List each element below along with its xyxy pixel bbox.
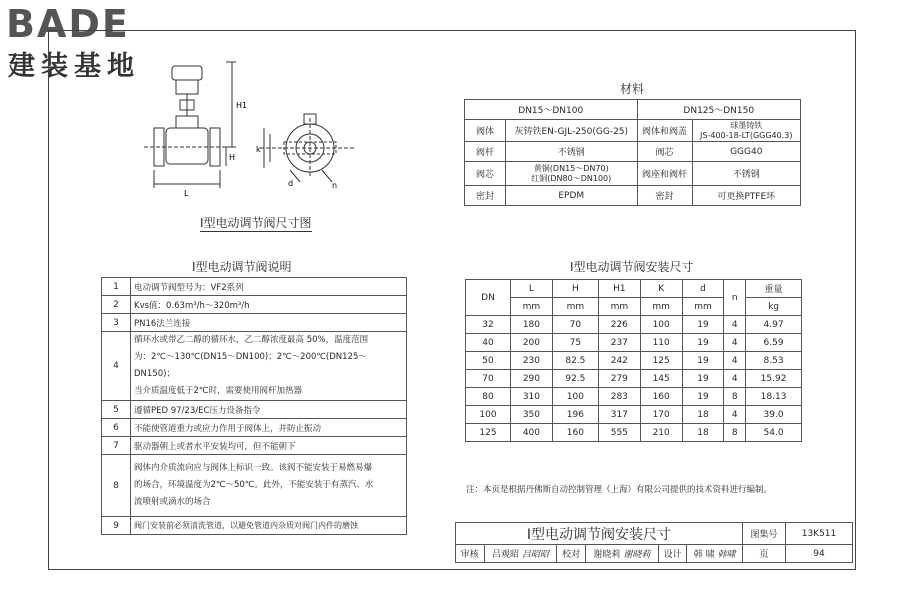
note-text: Kvs值：0.63m³/h～320m³/h (131, 296, 407, 314)
dims-cell: 350 (511, 406, 553, 424)
label-k: k (256, 145, 261, 154)
dims-cell: 8.53 (746, 352, 802, 370)
logo-text: BADE (6, 2, 130, 46)
label-h: H (229, 153, 236, 162)
footnote: 注：本页是根据丹佛斯自动控制管理（上海）有限公司提供的技术资料进行编制。 (466, 485, 773, 495)
materials-value: 不锈钢 (692, 162, 800, 186)
actuator-body (176, 80, 198, 94)
page-label: 页 (743, 545, 786, 563)
table-row (466, 424, 802, 442)
note-text: 电动调节阀型号为：VF2系列 (131, 278, 407, 296)
review-name-text: 吕观昭 (492, 550, 520, 560)
table-row (466, 406, 802, 424)
note-number: 6 (102, 419, 131, 437)
design-label: 设计 (658, 545, 687, 563)
note-line: 循环水或带乙二醇的循环水，乙二醇浓度最高 50%，温度范围 (134, 335, 369, 345)
dims-cell: 70 (552, 316, 598, 334)
dims-cell: 145 (640, 370, 682, 388)
dims-table (465, 279, 802, 442)
note-line: 为：2℃～130℃(DN15～DN100)；2℃～200℃(DN125～DN150)； (134, 352, 367, 379)
dims-cell: 19 (682, 370, 724, 388)
dims-cell: 160 (640, 388, 682, 406)
note-number: 1 (102, 278, 131, 296)
note-text: 不能使管道重力或应力作用于阀体上，并防止振动 (131, 419, 407, 437)
dims-header-weight: 重量 (746, 280, 802, 298)
label-h1: H1 (236, 101, 248, 110)
note-line: 流喷射或滴水的场合 (134, 497, 211, 507)
dims-cell: 290 (511, 370, 553, 388)
dims-cell: 18.13 (746, 388, 802, 406)
check-name (585, 545, 658, 563)
dims-cell: 19 (682, 334, 724, 352)
notes-table (101, 277, 407, 535)
note-number: 8 (102, 455, 131, 517)
dims-unit: mm (598, 298, 640, 316)
title-block-main: Ⅰ型电动调节阀安装尺寸 (456, 523, 743, 545)
dims-header-dn: DN (466, 280, 511, 316)
dims-cell: 555 (598, 424, 640, 442)
dims-cell: 4.97 (746, 316, 802, 334)
dims-cell: 310 (511, 388, 553, 406)
dims-cell: 15.92 (746, 370, 802, 388)
materials-value-line: 黄铜(DN15～DN70) (533, 163, 609, 173)
note-number: 5 (102, 401, 131, 419)
note-line: 当介质温度低于2℃时，需要使用阀杆加热器 (134, 386, 302, 396)
dims-cell: 70 (466, 370, 511, 388)
dims-cell: 400 (511, 424, 553, 442)
dims-cell: 19 (682, 388, 724, 406)
atlas-number: 13K511 (786, 523, 853, 545)
materials-col-header: DN15～DN100 (465, 100, 638, 120)
label-d: d (288, 179, 294, 188)
logo-subtitle: 建装基地 (8, 51, 140, 82)
dims-unit: kg (746, 298, 802, 316)
dims-header-d: d (682, 280, 724, 298)
valve-dimension-drawing (140, 58, 360, 200)
note-text (131, 332, 407, 401)
dims-cell: 110 (640, 334, 682, 352)
dims-cell: 100 (640, 316, 682, 334)
materials-key: 阀体 (465, 120, 506, 142)
dims-unit: mm (640, 298, 682, 316)
dims-cell: 226 (598, 316, 640, 334)
note-text (131, 455, 407, 517)
materials-table (464, 99, 801, 206)
title-block (455, 522, 853, 563)
note-text: 驱动器朝上或者水平安装均可，但不能朝下 (131, 437, 407, 455)
dims-cell: 75 (552, 334, 598, 352)
dims-cell: 279 (598, 370, 640, 388)
note-number: 7 (102, 437, 131, 455)
dims-title: Ⅰ型电动调节阀安装尺寸 (570, 260, 694, 274)
atlas-label: 图集号 (743, 523, 786, 545)
dims-body (466, 316, 802, 442)
dims-cell: 18 (682, 406, 724, 424)
dims-cell: 237 (598, 334, 640, 352)
materials-key: 阀芯 (637, 142, 692, 162)
drawing-caption: Ⅰ型电动调节阀尺寸图 (200, 216, 312, 230)
dims-cell: 230 (511, 352, 553, 370)
dims-cell: 200 (511, 334, 553, 352)
note-line: 阀体内介质流向应与阀体上标识一致。该阀不能安装于易燃易爆 (134, 463, 373, 473)
materials-value-line: 球墨铸铁 (730, 120, 763, 130)
note-text: 遵循PED 97/23/EC压力设备指令 (131, 401, 407, 419)
dims-header-k: K (640, 280, 682, 298)
review-name (484, 545, 557, 563)
dims-cell: 4 (724, 406, 746, 424)
label-l: L (184, 189, 189, 198)
note-text: PN16法兰连接 (131, 314, 407, 332)
materials-value: 灰铸铁EN-GJL-250(GG-25) (506, 120, 638, 142)
notes-title: Ⅰ型电动调节阀说明 (192, 260, 292, 274)
actuator-housing (172, 66, 202, 80)
check-label: 校对 (557, 545, 586, 563)
materials-key: 密封 (465, 186, 506, 206)
page-number: 94 (786, 545, 853, 563)
materials-value: 可更换PTFE环 (692, 186, 800, 206)
materials-value (506, 162, 638, 186)
dims-unit: mm (511, 298, 553, 316)
note-number: 9 (102, 517, 131, 535)
table-row (466, 334, 802, 352)
note-number: 2 (102, 296, 131, 314)
dims-header-h: H (552, 280, 598, 298)
dims-cell: 100 (466, 406, 511, 424)
materials-key: 密封 (637, 186, 692, 206)
materials-value (692, 120, 800, 142)
dims-cell: 19 (682, 352, 724, 370)
table-row (466, 316, 802, 334)
dims-unit: mm (552, 298, 598, 316)
materials-col-header: DN125～DN150 (637, 100, 800, 120)
materials-value-line: JS-400-18-LT(GGG40.3) (700, 130, 793, 140)
dims-cell: 125 (640, 352, 682, 370)
note-text: 阀门安装前必须清洗管道，以避免管道内杂质对阀门内件的磨蚀 (131, 517, 407, 535)
dims-cell: 19 (682, 316, 724, 334)
dims-cell: 40 (466, 334, 511, 352)
dims-cell: 32 (466, 316, 511, 334)
materials-key: 阀座和阀杆 (637, 162, 692, 186)
dims-cell: 80 (466, 388, 511, 406)
dims-cell: 100 (552, 388, 598, 406)
dims-cell: 50 (466, 352, 511, 370)
dims-cell: 196 (552, 406, 598, 424)
check-name-text: 谢晓莉 (593, 550, 621, 560)
note-number: 3 (102, 314, 131, 332)
dims-cell: 317 (598, 406, 640, 424)
dims-header-l: L (511, 280, 553, 298)
table-row (466, 388, 802, 406)
dims-cell: 180 (511, 316, 553, 334)
review-signature: 吕昭昭 (521, 550, 549, 560)
dims-cell: 242 (598, 352, 640, 370)
design-name (687, 545, 743, 563)
dims-cell: 4 (724, 316, 746, 334)
materials-key: 阀芯 (465, 162, 506, 186)
dims-header-h1: H1 (598, 280, 640, 298)
dims-cell: 6.59 (746, 334, 802, 352)
check-signature: 谢晓莉 (623, 550, 651, 560)
dims-cell: 8 (724, 388, 746, 406)
table-row (466, 352, 802, 370)
review-label: 审核 (456, 545, 485, 563)
materials-title: 材料 (620, 82, 645, 96)
dims-cell: 283 (598, 388, 640, 406)
dims-cell: 54.0 (746, 424, 802, 442)
dims-cell: 4 (724, 370, 746, 388)
dims-header-n: n (724, 280, 746, 316)
dims-cell: 160 (552, 424, 598, 442)
materials-key: 阀体和阀盖 (637, 120, 692, 142)
materials-value: EPDM (506, 186, 638, 206)
dims-cell: 4 (724, 334, 746, 352)
materials-value: GGG40 (692, 142, 800, 162)
dims-cell: 39.0 (746, 406, 802, 424)
dims-cell: 170 (640, 406, 682, 424)
note-number: 4 (102, 332, 131, 401)
note-line: 的场合，环境温度为2℃～50℃。此外，不能安装于有蒸汽、水 (134, 480, 374, 490)
design-name-text: 韩 啸 (693, 550, 715, 560)
dims-unit: mm (682, 298, 724, 316)
dims-cell: 82.5 (552, 352, 598, 370)
dims-cell: 4 (724, 352, 746, 370)
table-row (466, 370, 802, 388)
dims-cell: 125 (466, 424, 511, 442)
materials-value: 不锈钢 (506, 142, 638, 162)
dims-cell: 210 (640, 424, 682, 442)
materials-key: 阀杆 (465, 142, 506, 162)
dims-cell: 92.5 (552, 370, 598, 388)
label-n: n (332, 181, 338, 190)
design-signature: 韩啸 (717, 550, 736, 560)
dims-cell: 8 (724, 424, 746, 442)
materials-value-line: 红铜(DN80～DN100) (531, 173, 612, 183)
dims-cell: 18 (682, 424, 724, 442)
